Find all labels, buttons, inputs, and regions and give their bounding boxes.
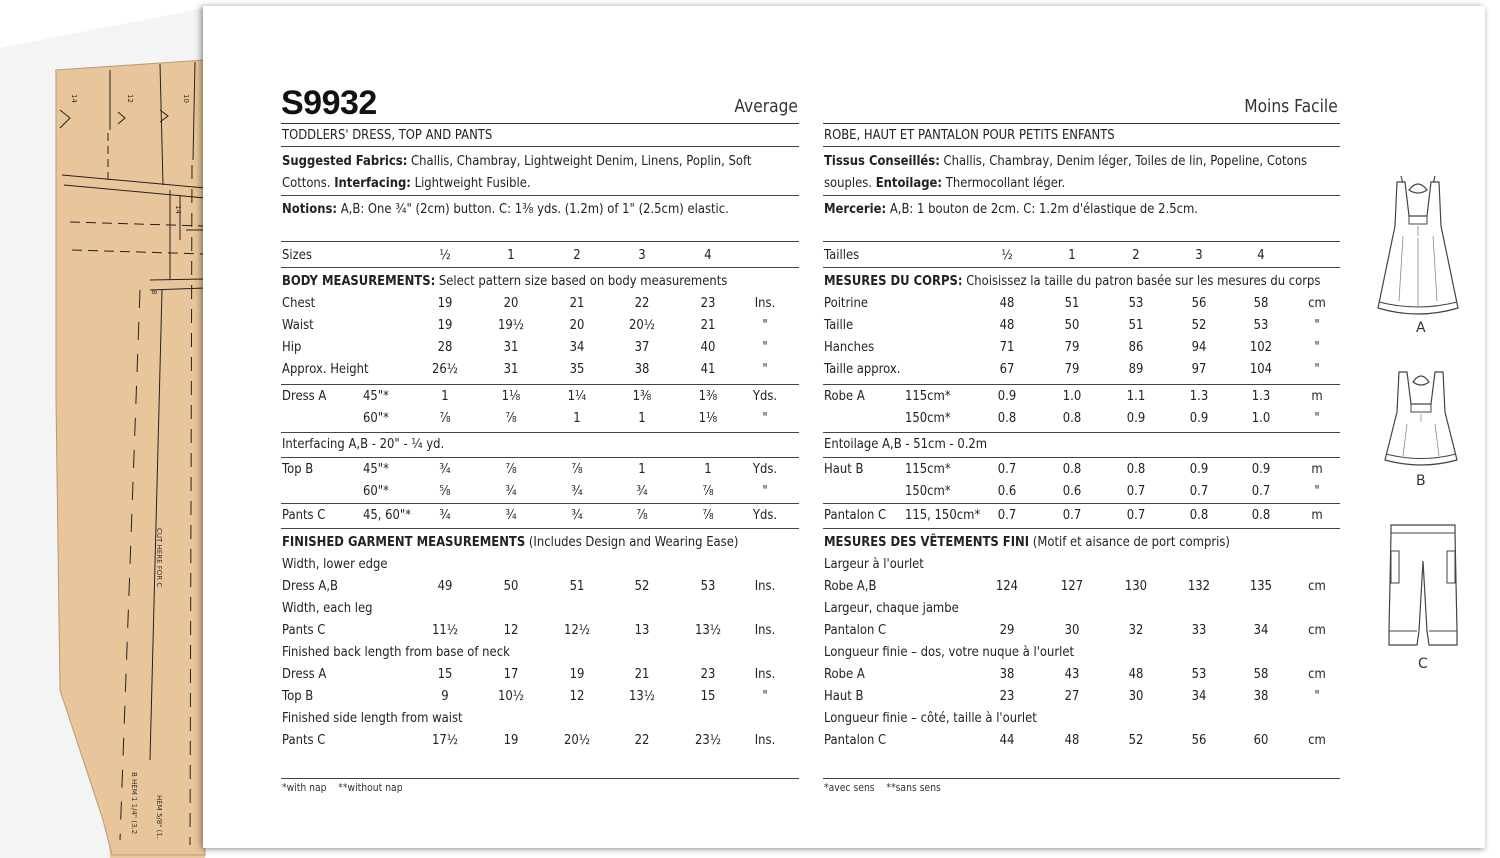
sizes-label: Tailles (824, 247, 860, 263)
table-cell: 50 (503, 578, 519, 594)
table-cell: ⅞ (702, 507, 714, 523)
table-cell: 1.3 (1189, 388, 1209, 404)
table-cell: 38 (1253, 688, 1269, 704)
fabric-width: 60"* (363, 410, 389, 426)
table-cell: 33 (1191, 622, 1207, 638)
sketch-label-a: A (1416, 320, 1426, 336)
table-cell: ¾ (505, 483, 517, 499)
row-label: Dress A,B (282, 578, 338, 594)
table-cell: 56 (1191, 732, 1207, 748)
pattern-number: S9932 (281, 84, 377, 122)
size-header: 3 (1195, 247, 1203, 263)
table-cell: 21 (700, 317, 716, 333)
table-cell: 53 (700, 578, 716, 594)
table-cell: 49 (437, 578, 453, 594)
table-cell: 53 (1191, 666, 1207, 682)
table-cell: 11½ (431, 622, 459, 638)
table-cell: ¾ (636, 483, 648, 499)
table-cell: ⅞ (571, 461, 583, 477)
fabric-width: 45, 60"* (363, 507, 412, 523)
body-measurements-heading: MESURES DU CORPS: Choisissez la taille du patron basée sur les mesures du corps (824, 273, 1321, 289)
table-cell: 19 (503, 732, 519, 748)
measurement-subheading: Width, lower edge (282, 556, 388, 572)
table-cell: 1.0 (1251, 410, 1271, 426)
unit-cell: Yds. (752, 507, 778, 523)
interfacing-row: Entoilage A,B - 51cm - 0.2m (824, 436, 988, 452)
row-label: Robe A (824, 666, 865, 682)
finished-measurements-heading: MESURES DES VÊTEMENTS FINI (Motif et aisance de port compris) (824, 534, 1230, 550)
row-label: Pants C (282, 507, 326, 523)
unit-cell: " (762, 361, 768, 377)
divider (823, 778, 1340, 779)
table-cell: 31 (503, 339, 519, 355)
size-header: ½ (439, 247, 451, 263)
table-cell: 0.8 (1189, 507, 1209, 523)
table-cell: 0.7 (1126, 507, 1146, 523)
fabric-width: 115cm* (905, 461, 951, 477)
unit-cell: cm (1308, 732, 1326, 748)
table-cell: 132 (1187, 578, 1211, 594)
row-label: Pantalon C (824, 507, 887, 523)
divider (281, 123, 799, 124)
table-cell: 23 (700, 295, 716, 311)
table-cell: 40 (700, 339, 716, 355)
row-label: Pants C (282, 732, 326, 748)
unit-cell: " (1314, 361, 1320, 377)
table-cell: 79 (1064, 361, 1080, 377)
table-cell: 0.6 (1062, 483, 1082, 499)
footnote-fr: *avec sens **sans sens (824, 782, 941, 794)
row-label: Top B (282, 688, 314, 704)
fabrics-fr: Tissus Conseillés: Challis, Chambray, Denim léger, Toiles de lin, Popeline, Cotons (824, 153, 1308, 169)
table-cell: 52 (1128, 732, 1144, 748)
table-cell: 1¼ (567, 388, 587, 404)
table-cell: 1 (638, 461, 646, 477)
table-cell: 15 (700, 688, 716, 704)
table-cell: 48 (999, 317, 1015, 333)
divider (281, 457, 799, 458)
divider (823, 528, 1340, 529)
row-label: Hanches (824, 339, 875, 355)
tissue-size-mark: 14 (70, 94, 78, 103)
unit-cell: Yds. (752, 388, 778, 404)
table-cell: 56 (1191, 295, 1207, 311)
tissue-hem-label: HEM 5/8" (1. (155, 795, 163, 840)
size-header: 2 (573, 247, 581, 263)
row-label: Taille (824, 317, 854, 333)
table-cell: 50 (1064, 317, 1080, 333)
divider (823, 432, 1340, 433)
table-cell: 22 (634, 295, 650, 311)
unit-cell: " (1314, 410, 1320, 426)
table-cell: 22 (634, 732, 650, 748)
table-cell: 0.6 (997, 483, 1017, 499)
fabric-width: 115cm* (905, 388, 951, 404)
table-cell: 19 (437, 317, 453, 333)
divider (823, 241, 1340, 242)
size-header: 4 (704, 247, 712, 263)
unit-cell: Ins. (754, 295, 776, 311)
sketch-top-b (1381, 368, 1461, 468)
divider (823, 123, 1340, 124)
unit-cell: " (1314, 483, 1320, 499)
divider (281, 503, 799, 504)
unit-cell: Yds. (752, 461, 778, 477)
table-cell: 23½ (694, 732, 722, 748)
table-cell: 20 (569, 317, 585, 333)
table-cell: ¾ (505, 507, 517, 523)
unit-cell: m (1311, 461, 1323, 477)
table-cell: 38 (999, 666, 1015, 682)
table-cell: 41 (700, 361, 716, 377)
measurement-subheading: Largeur, chaque jambe (824, 600, 959, 616)
table-cell: 135 (1249, 578, 1273, 594)
row-label: Robe A,B (824, 578, 877, 594)
row-label: Waist (282, 317, 314, 333)
unit-cell: cm (1308, 666, 1326, 682)
table-cell: 9 (441, 688, 449, 704)
finished-measurements-heading: FINISHED GARMENT MEASUREMENTS (Includes Design and Wearing Ease) (282, 534, 739, 550)
divider (823, 195, 1340, 196)
unit-cell: " (762, 483, 768, 499)
table-cell: 0.9 (1189, 461, 1209, 477)
tissue-size-mark: 14 (174, 205, 182, 214)
table-cell: 0.7 (997, 507, 1017, 523)
table-cell: 71 (999, 339, 1015, 355)
divider (281, 432, 799, 433)
row-label: Pants C (282, 622, 326, 638)
table-cell: 104 (1249, 361, 1273, 377)
divider (281, 528, 799, 529)
table-cell: 51 (1128, 317, 1144, 333)
table-cell: 0.8 (1062, 461, 1082, 477)
row-label: Poitrine (824, 295, 868, 311)
tissue-sheet (56, 60, 205, 855)
unit-cell: cm (1308, 295, 1326, 311)
divider (281, 267, 799, 268)
unit-cell: Ins. (754, 666, 776, 682)
table-cell: 51 (569, 578, 585, 594)
table-cell: 17 (503, 666, 519, 682)
table-cell: 124 (995, 578, 1019, 594)
size-header: 2 (1132, 247, 1140, 263)
table-cell: 31 (503, 361, 519, 377)
divider (281, 241, 799, 242)
table-cell: ¾ (571, 507, 583, 523)
table-cell: 0.8 (997, 410, 1017, 426)
notions-fr: Mercerie: A,B: 1 bouton de 2cm. C: 1.2m d'élastique de 2.5cm. (824, 201, 1198, 217)
row-label: Pantalon C (824, 622, 887, 638)
table-cell: 0.9 (1189, 410, 1209, 426)
divider (823, 503, 1340, 504)
fabric-width: 45"* (363, 388, 389, 404)
difficulty-level-fr: Moins Facile (1244, 96, 1338, 117)
sizes-label: Sizes (282, 247, 312, 263)
table-cell: 0.9 (1251, 461, 1271, 477)
sketch-pants-c (1383, 521, 1463, 651)
size-header: 3 (638, 247, 646, 263)
notions-en: Notions: A,B: One ¾" (2cm) button. C: 1⅜ yds. (1.2m) of 1" (2.5cm) elastic. (282, 201, 729, 217)
size-header: 1 (507, 247, 515, 263)
row-label: Hip (282, 339, 302, 355)
fabrics-en: Suggested Fabrics: Challis, Chambray, Lightweight Denim, Linens, Poplin, Soft (282, 153, 752, 169)
fabrics-en-line2: Cottons. Interfacing: Lightweight Fusible. (282, 175, 531, 191)
table-cell: ⅞ (636, 507, 648, 523)
unit-cell: Ins. (754, 578, 776, 594)
tissue-cut-here-label: CUT HERE FOR C (155, 528, 163, 588)
sketch-dress-a (1373, 176, 1463, 321)
table-cell: 34 (1253, 622, 1269, 638)
sketch-label-c: C (1418, 656, 1428, 672)
divider (823, 267, 1340, 268)
heading-fr: ROBE, HAUT ET PANTALON POUR PETITS ENFANTS (824, 127, 1115, 143)
body-measurements-heading: BODY MEASUREMENTS: Select pattern size based on body measurements (282, 273, 728, 289)
row-label: Robe A (824, 388, 865, 404)
unit-cell: " (1314, 339, 1320, 355)
measurement-subheading: Width, each leg (282, 600, 373, 616)
table-cell: 58 (1253, 666, 1269, 682)
table-cell: 19 (569, 666, 585, 682)
table-cell: 34 (569, 339, 585, 355)
table-cell: 27 (1064, 688, 1080, 704)
table-cell: 15 (437, 666, 453, 682)
table-cell: 23 (999, 688, 1015, 704)
table-cell: 20½ (628, 317, 656, 333)
unit-cell: " (762, 317, 768, 333)
divider (281, 778, 799, 779)
table-cell: 34 (1191, 688, 1207, 704)
unit-cell: cm (1308, 622, 1326, 638)
table-cell: 12 (503, 622, 519, 638)
table-cell: 1⅜ (698, 388, 718, 404)
table-cell: 102 (1249, 339, 1273, 355)
row-label: Pantalon C (824, 732, 887, 748)
table-cell: 30 (1128, 688, 1144, 704)
divider (823, 384, 1340, 385)
table-cell: 12 (569, 688, 585, 704)
table-cell: ¾ (439, 507, 451, 523)
table-cell: 44 (999, 732, 1015, 748)
table-cell: 89 (1128, 361, 1144, 377)
table-cell: 37 (634, 339, 650, 355)
row-label: Haut B (824, 688, 864, 704)
table-cell: 53 (1253, 317, 1269, 333)
divider (281, 195, 799, 196)
envelope-back-sheet (203, 6, 1485, 848)
table-cell: 52 (1191, 317, 1207, 333)
table-cell: ⅞ (702, 483, 714, 499)
table-cell: 12½ (563, 622, 591, 638)
fabric-width: 60"* (363, 483, 389, 499)
table-cell: 1⅛ (501, 388, 521, 404)
table-cell: 0.7 (997, 461, 1017, 477)
table-cell: 1⅛ (698, 410, 718, 426)
divider (823, 146, 1340, 147)
unit-cell: " (1314, 688, 1320, 704)
table-cell: 1 (704, 461, 712, 477)
table-cell: 19 (437, 295, 453, 311)
table-cell: 29 (999, 622, 1015, 638)
fabrics-fr-line2: souples. Entoilage: Thermocollant léger. (824, 175, 1066, 191)
unit-cell: " (762, 688, 768, 704)
size-header: 4 (1257, 247, 1265, 263)
table-cell: 127 (1060, 578, 1084, 594)
table-cell: 13½ (628, 688, 656, 704)
table-cell: 19½ (497, 317, 525, 333)
table-cell: 48 (1064, 732, 1080, 748)
measurement-subheading: Finished side length from waist (282, 710, 463, 726)
row-label: Chest (282, 295, 316, 311)
tissue-size-mark: 12 (126, 94, 134, 103)
divider (823, 457, 1340, 458)
table-cell: 1 (638, 410, 646, 426)
table-cell: 1.0 (1062, 388, 1082, 404)
fabric-width: 150cm* (905, 410, 951, 426)
divider (281, 146, 799, 147)
table-cell: 67 (999, 361, 1015, 377)
size-header: 1 (1068, 247, 1076, 263)
unit-cell: " (1314, 317, 1320, 333)
table-cell: ¾ (439, 461, 451, 477)
table-cell: 30 (1064, 622, 1080, 638)
table-cell: 21 (634, 666, 650, 682)
table-cell: 60 (1253, 732, 1269, 748)
table-cell: 20½ (563, 732, 591, 748)
table-cell: 23 (700, 666, 716, 682)
table-cell: 28 (437, 339, 453, 355)
table-cell: 0.8 (1062, 410, 1082, 426)
size-header: ½ (1001, 247, 1013, 263)
unit-cell: cm (1308, 578, 1326, 594)
fabric-width: 115, 150cm* (905, 507, 981, 523)
table-cell: 97 (1191, 361, 1207, 377)
heading-en: TODDLERS' DRESS, TOP AND PANTS (282, 127, 493, 143)
table-cell: 79 (1064, 339, 1080, 355)
unit-cell: Ins. (754, 732, 776, 748)
row-label: Haut B (824, 461, 864, 477)
measurement-subheading: Finished back length from base of neck (282, 644, 510, 660)
unit-cell: m (1311, 388, 1323, 404)
tissue-size-mark: 8 (150, 290, 158, 295)
table-cell: 20 (503, 295, 519, 311)
table-cell: 1 (573, 410, 581, 426)
table-cell: 1 (441, 388, 449, 404)
table-cell: 51 (1064, 295, 1080, 311)
table-cell: 1.1 (1126, 388, 1146, 404)
table-cell: 52 (634, 578, 650, 594)
table-cell: 26½ (431, 361, 459, 377)
table-cell: 10½ (497, 688, 525, 704)
table-cell: ⅞ (505, 461, 517, 477)
table-cell: 13½ (694, 622, 722, 638)
divider (281, 384, 799, 385)
table-cell: 1⅜ (632, 388, 652, 404)
table-cell: 58 (1253, 295, 1269, 311)
unit-cell: Ins. (754, 622, 776, 638)
table-cell: 0.9 (997, 388, 1017, 404)
table-cell: 48 (1128, 666, 1144, 682)
fabric-width: 45"* (363, 461, 389, 477)
interfacing-row: Interfacing A,B - 20" - ¼ yd. (282, 436, 445, 452)
table-cell: ⅝ (439, 483, 451, 499)
table-cell: ⅞ (505, 410, 517, 426)
table-cell: 35 (569, 361, 585, 377)
measurement-subheading: Largeur à l'ourlet (824, 556, 924, 572)
difficulty-level-en: Average (734, 96, 798, 117)
table-cell: ⅞ (439, 410, 451, 426)
table-cell: 43 (1064, 666, 1080, 682)
measurement-subheading: Longueur finie – dos, votre nuque à l'ourlet (824, 644, 1075, 660)
table-cell: 0.8 (1126, 461, 1146, 477)
footnote-en: *with nap **without nap (282, 782, 403, 794)
sketch-label-b: B (1416, 473, 1426, 489)
row-label: Top B (282, 461, 314, 477)
unit-cell: " (762, 339, 768, 355)
unit-cell: " (762, 410, 768, 426)
table-cell: 0.7 (1189, 483, 1209, 499)
table-cell: 21 (569, 295, 585, 311)
row-label: Dress A (282, 666, 327, 682)
table-cell: 0.9 (1126, 410, 1146, 426)
table-cell: 17½ (431, 732, 459, 748)
table-cell: 48 (999, 295, 1015, 311)
measurement-subheading: Longueur finie – côté, taille à l'ourlet (824, 710, 1037, 726)
tissue-hem-label: B HEM 1 1/4" (3.2 (130, 772, 138, 835)
table-cell: 94 (1191, 339, 1207, 355)
table-cell: 53 (1128, 295, 1144, 311)
table-cell: 0.7 (1062, 507, 1082, 523)
row-label: Taille approx. (824, 361, 901, 377)
table-cell: 130 (1124, 578, 1148, 594)
table-cell: 32 (1128, 622, 1144, 638)
table-cell: 86 (1128, 339, 1144, 355)
unit-cell: m (1311, 507, 1323, 523)
fabric-width: 150cm* (905, 483, 951, 499)
table-cell: 0.7 (1126, 483, 1146, 499)
table-cell: 38 (634, 361, 650, 377)
table-cell: 13 (634, 622, 650, 638)
table-cell: ¾ (571, 483, 583, 499)
row-label: Dress A (282, 388, 327, 404)
table-cell: 1.3 (1251, 388, 1271, 404)
row-label: Approx. Height (282, 361, 369, 377)
tissue-size-mark: 10 (182, 94, 190, 103)
table-cell: 0.8 (1251, 507, 1271, 523)
table-cell: 0.7 (1251, 483, 1271, 499)
